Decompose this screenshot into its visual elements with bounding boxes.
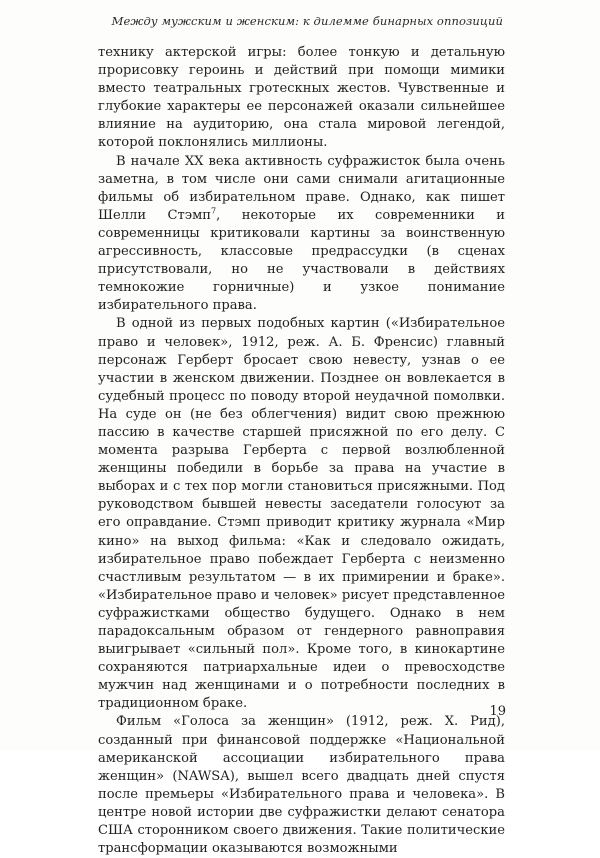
paragraph-text: , некоторые их современники и современницы критиковали картины за воинственную агрессивность, классовые предрассудки (в сценах присутствовали, но не участвовали в действиях темнокожие горничные) и узкое понимание избирательного права. [98, 207, 505, 314]
body-text [98, 44, 505, 858]
paragraph [98, 153, 505, 316]
paragraph-text: В начале XX века активность суфражисток была очень заметна, в том числе они сами снимали агитационные фильмы об избирательном праве. Однако, как пишет Шелли Стэмп [98, 153, 505, 223]
paragraph: технику актерской игры: более тонкую и детальную прорисовку героинь и действий при помощи мимики вместо театральных гротескных жестов. Чувственные и глубокие характеры ее персонажей оказали сильнейшее влияние на аудиторию, она стала мировой легендой, которой поклонялись миллионы. [98, 45, 505, 151]
running-head: Между мужским и женским: к дилемме бинарных оппозиций [111, 14, 503, 28]
paragraph: Фильм «Голоса за женщин» (1912, реж. Х. Рид), созданный при финансовой поддержке «Национальной американской ассоциации избирательного права женщин» (NAWSA), вышел всего двадцать дней спустя после премьеры «Избирательного права и человека». В центре новой истории две суфражистки делают сенатора США сторонником своего движения. Такие политические трансформации оказываются возможными [98, 714, 505, 857]
footnote-marker[interactable]: 7 [211, 206, 217, 216]
paragraph: В одной из первых подобных картин («Избирательное право и человек», 1912, реж. А. Б. Френсис) главный персонаж Герберт бросает свою невесту, узнав о ее участии в женском движении. Позднее он вовлекается в судебный процесс по поводу второй неудачной помолвки. На суде он (не без облегчения) видит свою прежнюю пассию в качестве старшей присяжной по его делу. С момента разрыва Герберта с первой возлюбленной женщины победили в борьбе за права на участие в выборах и с тех пор могли становиться присяжными. Под руководством бывшей невесты заседатели голосуют за его оправдание. Стэмп приводит критику журнала «Мир кино» на выход фильма: «Как и следовало ожидать, избирательное право побеждает Герберта с неизменно счастливым результатом — в их примирении и браке». «Избирательное право и человек» рисует представленное суфражистками общество будущего. Однако в нем парадоксальным образом от гендерного равноправия выигрывает «сильный пол». Кроме того, в кинокартине сохраняются патриархальные идеи о превосходстве мужчин над женщинами и о потребности последних в традиционном браке. [98, 316, 505, 712]
page-number: 19 [489, 704, 506, 719]
